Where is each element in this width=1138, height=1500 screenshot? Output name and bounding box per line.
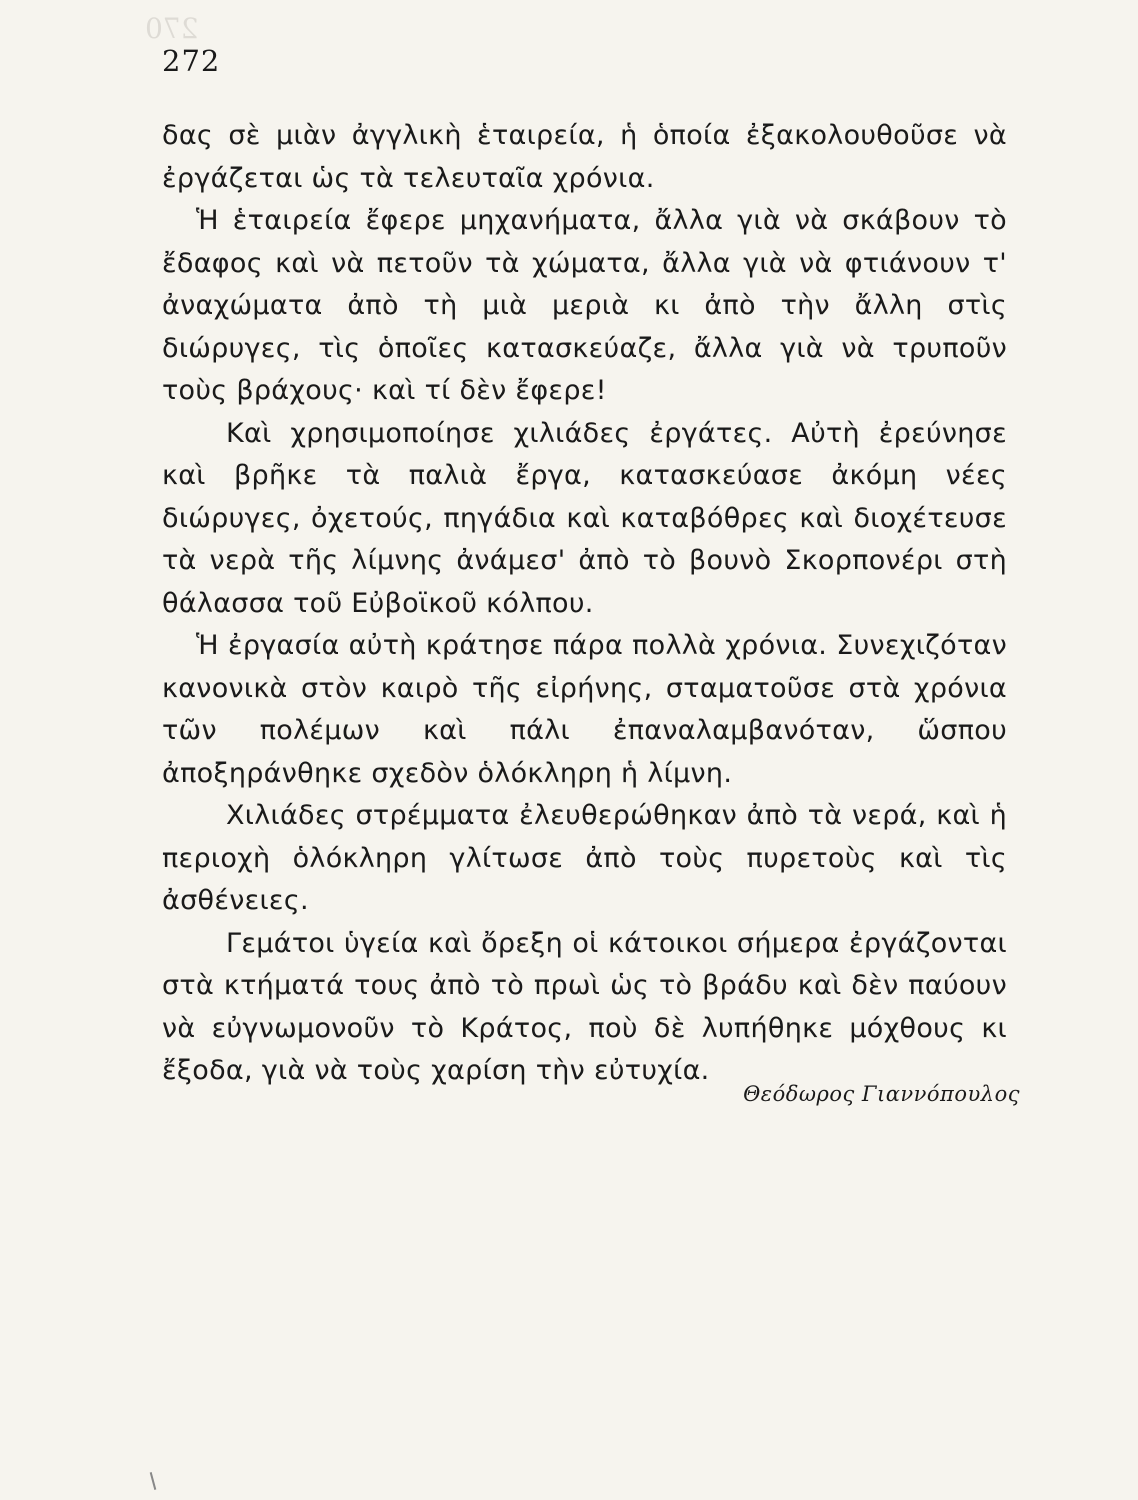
paragraph-1: δας σὲ μιὰν ἀγγλικὴ ἑταιρεία, ἡ ὁποία ἐξακολουθοῦσε νὰ ἐργάζεται ὡς τὰ τελευταῖα χρόνια. [162,120,1007,194]
paragraph-4: Ἡ ἐργασία αὐτὴ κράτησε πάρα πολλὰ χρόνια. Συνεχιζόταν κανονικὰ στὸν καιρὸ τῆς εἰρήνης, σταματοῦσε στὰ χρόνια τῶν πολέμων καὶ πάλι ἐπαναλαμβανόταν, ὥσπου ἀποξηράνθηκε σχεδὸν ὁλόκληρη ἡ λίμνη. [162,630,1007,789]
page-number: 272 [162,44,221,78]
paragraph-5: Χιλιάδες στρέμματα ἐλευθερώθηκαν ἀπὸ τὰ νερά, καὶ ἡ περιοχὴ ὁλόκληρη γλίτωσε ἀπὸ τοὺς πυρετοὺς καὶ τὶς ἀσθένειες. [162,800,1007,916]
paragraph-2: Ἡ ἑταιρεία ἔφερε μηχανήματα, ἄλλα γιὰ νὰ σκάβουν τὸ ἔδαφος καὶ νὰ πετοῦν τὰ χώματα, ἄλλα γιὰ νὰ φτιάνουν τ' ἀναχώματα ἀπὸ τὴ μιὰ μεριὰ κι ἀπὸ τὴν ἄλλη στὶς διώρυγες, τὶς ὁποῖες κατασκεύαζε, ἄλλα γιὰ νὰ τρυποῦν τοὺς βράχους· καὶ τί δὲν ἔφερε! [162,205,1007,406]
paragraph-6: Γεμάτοι ὑγεία καὶ ὄρεξη οἱ κάτοικοι σήμερα ἐργάζονται στὰ κτήματά τους ἀπὸ τὸ πρωὶ ὡς τὸ βράδυ καὶ δὲν παύουν νὰ εὐγνωμονοῦν τὸ Κράτος, ποὺ δὲ λυπήθηκε μόχθους κι ἔξοδα, γιὰ νὰ τοὺς χαρίση τὴν εὐτυχία. [162,927,1007,1086]
ghost-page-number: 270 [145,12,199,45]
author-signature: Θεόδωρος Γιαννόπουλος [743,1082,1020,1106]
body-text [162,115,1007,1093]
paragraph-3: Καὶ χρησιμοποίησε χιλιάδες ἐργάτες. Αὐτὴ ἐρεύνησε καὶ βρῆκε τὰ παλιὰ ἔργα, κατασκεύασε ἀκόμη νέες διώρυγες, ὀχετούς, πηγάδια καὶ καταβόθρες καὶ διοχέτευσε τὰ νερὰ τῆς λίμνης ἀνάμεσ' ἀπὸ τὸ βουνὸ Σκορπονέρι στὴ θάλασσα τοῦ Εὐβοϊκοῦ κόλπου. [162,417,1007,619]
page-scan-mark [150,1472,157,1490]
